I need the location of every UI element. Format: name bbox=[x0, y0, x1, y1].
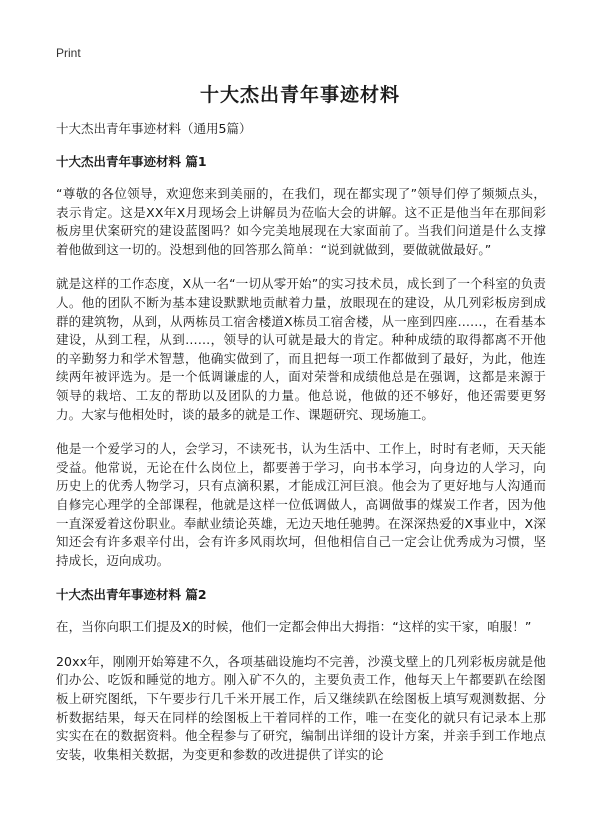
print-link[interactable]: Print bbox=[56, 46, 81, 60]
document-body bbox=[56, 120, 546, 780]
section-1-paragraph-1: “尊敬的各位领导，欢迎您来到美丽的，在我们，现在都实现了”领导们停了频频点头，表示肯定。这是XX年X月现场会上讲解员为莅临大会的讲解。这不正是他当年在那间彩板房里伏案研究的建设蓝图吗？如今完美地展现在大家面前了。当我们问道是什么支撑着他做到这一切的。没想到他的回答那么简单：“说到就做到，要做就做最好。” bbox=[56, 186, 546, 257]
section-2-paragraph-2: 20xx年，刚刚开始筹建不久，各项基础设施均不完善，沙漠戈壁上的几列彩板房就是他们办公、吃饭和睡觉的地方。刚入矿不久的，主要负责工作，他每天上午都要趴在绘图板上研究图纸，下午要步行几千米开展工作，后又继续趴在绘图板上填写观测数据、分析数据结果，每天在同样的绘图板上干着同样的工作，唯一在变化的就只有记录本上那实实在在的数据资料。他全程参与了研究，编制出详细的设计方案，并亲手到工作地点安装，收集相关数据，为变更和参数的改进提供了详实的论 bbox=[56, 653, 546, 762]
section-heading-1: 十大杰出青年事迹材料 篇1 bbox=[56, 154, 207, 169]
section-1-paragraph-3: 他是一个爱学习的人，会学习，不读死书，认为生活中、工作上，时时有老师，天天能受益。他常说，无论在什么岗位上，都要善于学习，向书本学习，向身边的人学习，向历史上的优秀人物学习，只有点滴积累，才能成江河巨浪。他会为了更好地与人沟通而自修完心理学的全部课程，他就是这样一位低调做人，高调做事的煤炭工作者，因为他一直深爱着这份职业。奉献业绩论英雄，无边天地任驰骋。在深深热爱的X事业中，X深知还会有许多艰辛付出，会有许多风雨坎坷，但他相信自己一定会让优秀成为习惯，坚持成长，迈向成功。 bbox=[56, 441, 546, 568]
section-heading-2: 十大杰出青年事迹材料 篇2 bbox=[56, 587, 207, 603]
document-subtitle: 十大杰出青年事迹材料（通用5篇） bbox=[56, 121, 252, 136]
section-1-paragraph-2: 就是这样的工作态度，X从一名“一切从零开始”的实习技术员，成长到了一个科室的负责人。他的团队不断为基本建设默默地贡献着力量，放眼现在的建设，从几列彩板房到成群的建筑物，从到，从两栋员工宿舍楼道X栋员工宿舍楼，从一座到四座……，在看基本建设，从到工程，从到……，领导的认可就是最大的肯定。种种成绩的取得都离不开他的辛勤努力和学术智慧，他确实做到了，而且把每一项工作都做到了最好，为此，他连续两年被评选为。是一个低调谦虚的人，面对荣誉和成绩他总是在强调，这都是来源于领导的栽培、工友的帮助以及团队的力量。他总说，他做的还不够好，他还需要更努力。大家与他相处时，谈的最多的就是工作、课题研究、现场施工。 bbox=[56, 276, 546, 422]
section-2-paragraph-1: 在，当你向职工们提及X的时候，他们一定都会伸出大拇指：“这样的实干家，咱服！” bbox=[56, 619, 532, 635]
document-title: 十大杰出青年事迹材料 bbox=[199, 84, 400, 106]
